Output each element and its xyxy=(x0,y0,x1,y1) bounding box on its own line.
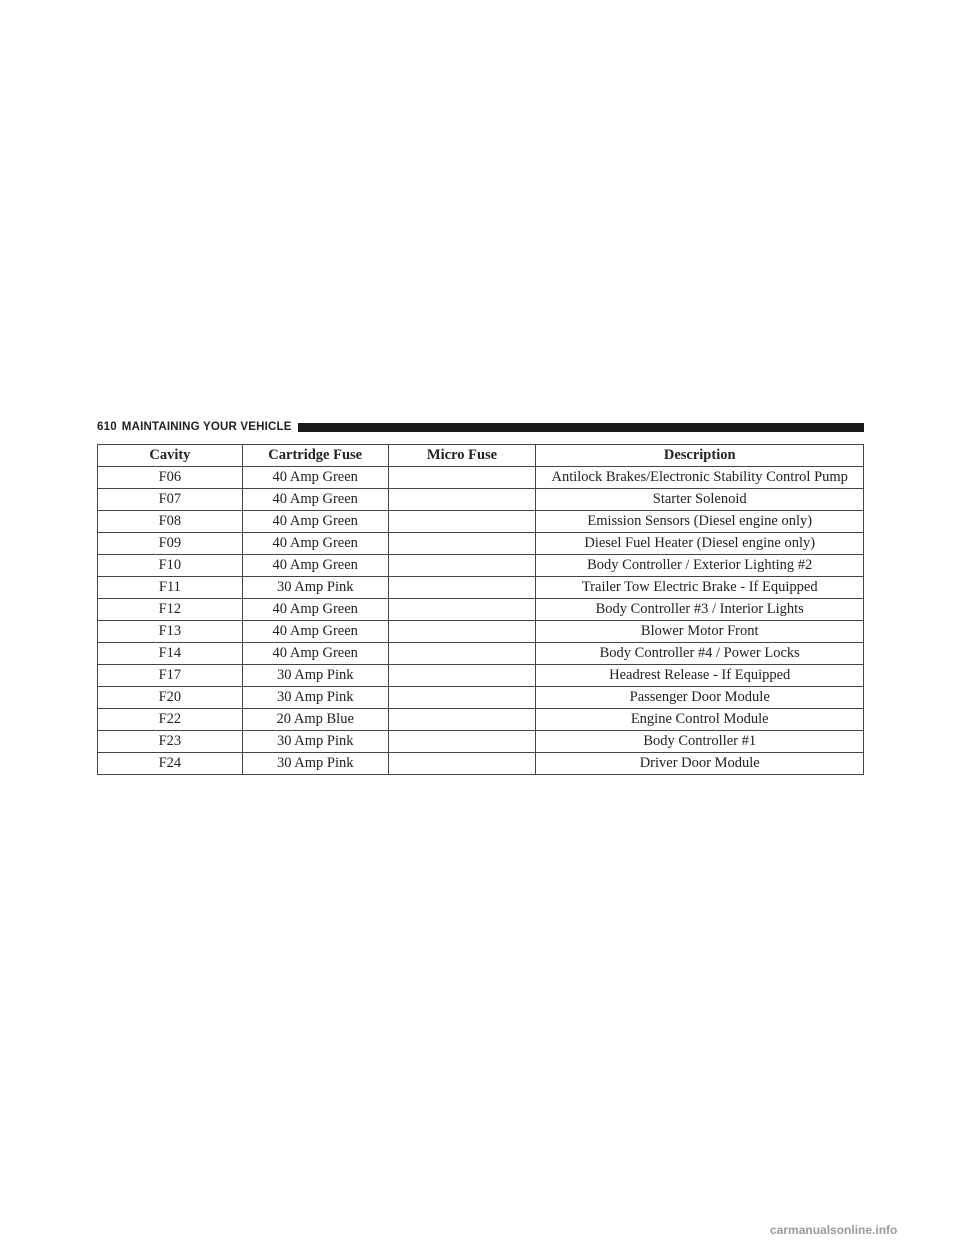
micro-fuse-cell xyxy=(388,753,536,775)
description-cell: Diesel Fuel Heater (Diesel engine only) xyxy=(536,533,864,555)
cartridge-fuse-cell: 30 Amp Pink xyxy=(242,577,388,599)
fuse-table xyxy=(97,444,864,775)
micro-fuse-cell xyxy=(388,533,536,555)
micro-fuse-cell xyxy=(388,599,536,621)
table-row xyxy=(98,621,864,643)
column-header-micro-fuse: Micro Fuse xyxy=(388,445,536,467)
cartridge-fuse-cell: 40 Amp Green xyxy=(242,621,388,643)
cartridge-fuse-cell: 40 Amp Green xyxy=(242,467,388,489)
cartridge-fuse-cell: 30 Amp Pink xyxy=(242,665,388,687)
description-cell: Driver Door Module xyxy=(536,753,864,775)
description-cell: Engine Control Module xyxy=(536,709,864,731)
micro-fuse-cell xyxy=(388,467,536,489)
table-row xyxy=(98,467,864,489)
cavity-cell: F13 xyxy=(98,621,243,643)
cavity-cell: F20 xyxy=(98,687,243,709)
column-header-cartridge-fuse: Cartridge Fuse xyxy=(242,445,388,467)
cavity-cell: F07 xyxy=(98,489,243,511)
cartridge-fuse-cell: 40 Amp Green xyxy=(242,533,388,555)
table-row xyxy=(98,643,864,665)
micro-fuse-cell xyxy=(388,643,536,665)
cavity-cell: F12 xyxy=(98,599,243,621)
cartridge-fuse-cell: 40 Amp Green xyxy=(242,489,388,511)
description-cell: Body Controller #1 xyxy=(536,731,864,753)
description-cell: Emission Sensors (Diesel engine only) xyxy=(536,511,864,533)
cavity-cell: F09 xyxy=(98,533,243,555)
cavity-cell: F06 xyxy=(98,467,243,489)
cavity-cell: F11 xyxy=(98,577,243,599)
description-cell: Body Controller / Exterior Lighting #2 xyxy=(536,555,864,577)
cavity-cell: F23 xyxy=(98,731,243,753)
cartridge-fuse-cell: 30 Amp Pink xyxy=(242,731,388,753)
column-header-description: Description xyxy=(536,445,864,467)
column-header-cavity: Cavity xyxy=(98,445,243,467)
micro-fuse-cell xyxy=(388,665,536,687)
table-header-row xyxy=(98,445,864,467)
table-row xyxy=(98,489,864,511)
table-row xyxy=(98,665,864,687)
cartridge-fuse-cell: 30 Amp Pink xyxy=(242,687,388,709)
table-row xyxy=(98,577,864,599)
cavity-cell: F22 xyxy=(98,709,243,731)
description-cell: Passenger Door Module xyxy=(536,687,864,709)
page-number: 610 xyxy=(97,421,117,433)
micro-fuse-cell xyxy=(388,489,536,511)
header-rule xyxy=(298,423,864,432)
micro-fuse-cell xyxy=(388,621,536,643)
table-row xyxy=(98,599,864,621)
table-row xyxy=(98,753,864,775)
cartridge-fuse-cell: 20 Amp Blue xyxy=(242,709,388,731)
description-cell: Trailer Tow Electric Brake - If Equipped xyxy=(536,577,864,599)
description-cell: Body Controller #4 / Power Locks xyxy=(536,643,864,665)
table-row xyxy=(98,709,864,731)
table-row xyxy=(98,731,864,753)
cartridge-fuse-cell: 40 Amp Green xyxy=(242,555,388,577)
cavity-cell: F10 xyxy=(98,555,243,577)
description-cell: Headrest Release - If Equipped xyxy=(536,665,864,687)
micro-fuse-cell xyxy=(388,511,536,533)
section-title: MAINTAINING YOUR VEHICLE xyxy=(121,421,292,433)
cavity-cell: F08 xyxy=(98,511,243,533)
micro-fuse-cell xyxy=(388,687,536,709)
cavity-cell: F17 xyxy=(98,665,243,687)
description-cell: Antilock Brakes/Electronic Stability Control Pump xyxy=(536,467,864,489)
cartridge-fuse-cell: 40 Amp Green xyxy=(242,643,388,665)
description-cell: Body Controller #3 / Interior Lights xyxy=(536,599,864,621)
page-header xyxy=(97,420,864,434)
micro-fuse-cell xyxy=(388,731,536,753)
cartridge-fuse-cell: 30 Amp Pink xyxy=(242,753,388,775)
micro-fuse-cell xyxy=(388,577,536,599)
table-row xyxy=(98,533,864,555)
micro-fuse-cell xyxy=(388,555,536,577)
table-row xyxy=(98,687,864,709)
description-cell: Blower Motor Front xyxy=(536,621,864,643)
cartridge-fuse-cell: 40 Amp Green xyxy=(242,511,388,533)
table-row xyxy=(98,555,864,577)
table-row xyxy=(98,511,864,533)
micro-fuse-cell xyxy=(388,709,536,731)
cartridge-fuse-cell: 40 Amp Green xyxy=(242,599,388,621)
watermark: carmanualsonline.info xyxy=(770,1223,898,1237)
cavity-cell: F24 xyxy=(98,753,243,775)
cavity-cell: F14 xyxy=(98,643,243,665)
description-cell: Starter Solenoid xyxy=(536,489,864,511)
